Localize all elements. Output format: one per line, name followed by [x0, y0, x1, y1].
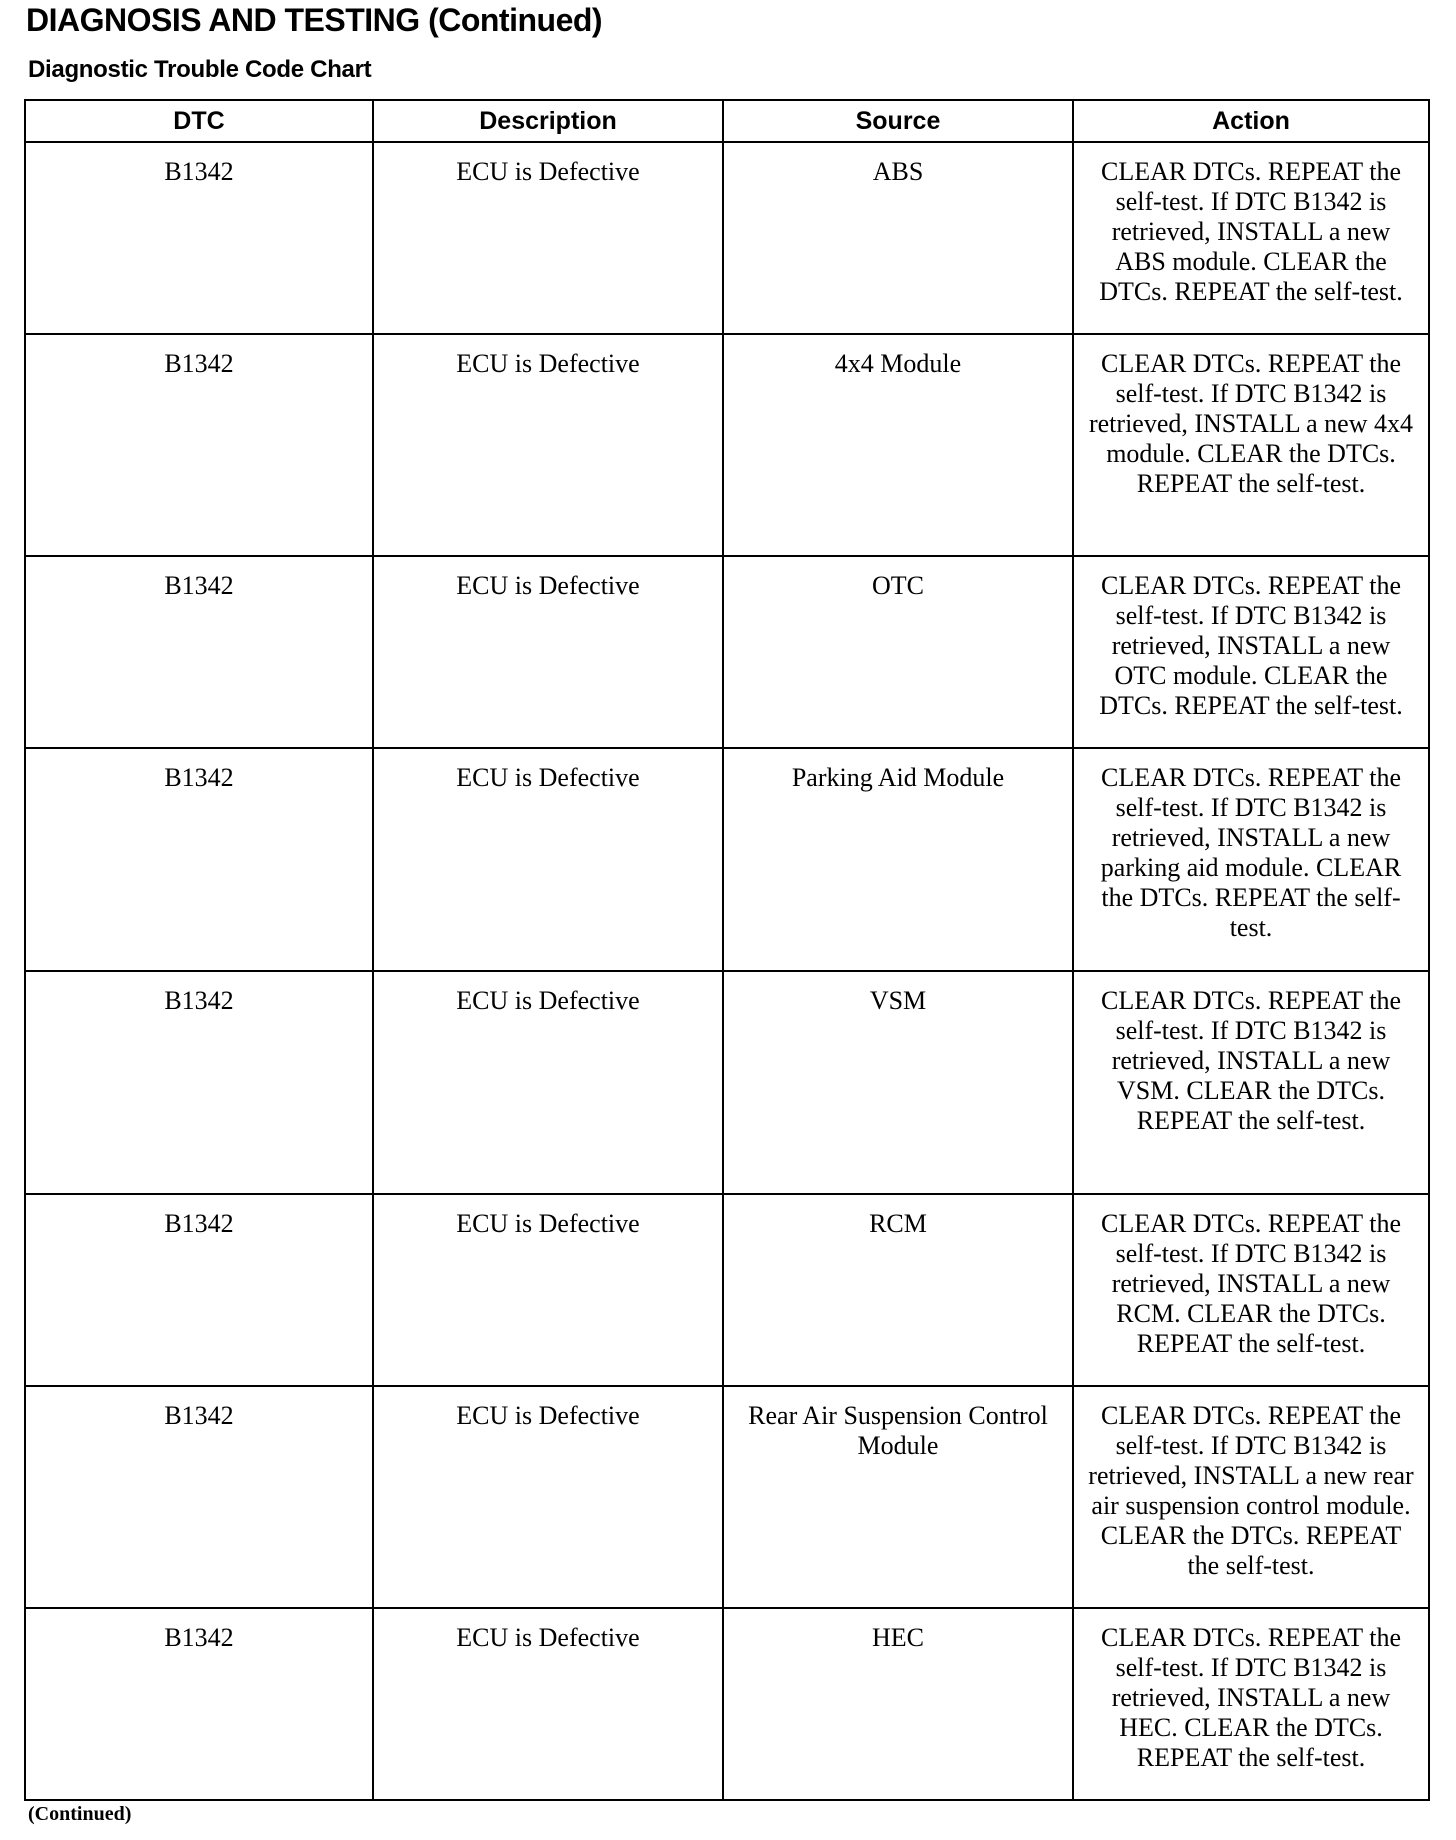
description-cell: ECU is Defective	[373, 1194, 723, 1386]
table-row	[25, 334, 1429, 556]
description-cell: ECU is Defective	[373, 1608, 723, 1800]
table-row	[25, 142, 1429, 334]
dtc-table	[24, 99, 1430, 1801]
description-cell: ECU is Defective	[373, 748, 723, 971]
dtc-cell: B1342	[25, 334, 373, 556]
column-header-source: Source	[723, 100, 1073, 142]
source-cell: ABS	[723, 142, 1073, 334]
source-cell: HEC	[723, 1608, 1073, 1800]
description-cell: ECU is Defective	[373, 142, 723, 334]
action-cell: CLEAR DTCs. REPEAT the self-test. If DTC B1342 is retrieved, INSTALL a new rear air suspension control module. CLEAR the DTCs. REPEAT the self-test.	[1073, 1386, 1429, 1608]
dtc-cell: B1342	[25, 556, 373, 748]
table-row	[25, 1386, 1429, 1608]
column-header-action: Action	[1073, 100, 1429, 142]
source-cell: VSM	[723, 971, 1073, 1194]
action-cell: CLEAR DTCs. REPEAT the self-test. If DTC B1342 is retrieved, INSTALL a new RCM. CLEAR the DTCs. REPEAT the self-test.	[1073, 1194, 1429, 1386]
source-cell: Parking Aid Module	[723, 748, 1073, 971]
dtc-cell: B1342	[25, 1194, 373, 1386]
page-title: DIAGNOSIS AND TESTING (Continued)	[26, 2, 603, 38]
dtc-cell: B1342	[25, 1386, 373, 1608]
description-cell: ECU is Defective	[373, 1386, 723, 1608]
table-row	[25, 1608, 1429, 1800]
source-cell: 4x4 Module	[723, 334, 1073, 556]
description-cell: ECU is Defective	[373, 971, 723, 1194]
description-cell: ECU is Defective	[373, 556, 723, 748]
table-row	[25, 748, 1429, 971]
dtc-cell: B1342	[25, 142, 373, 334]
action-cell: CLEAR DTCs. REPEAT the self-test. If DTC B1342 is retrieved, INSTALL a new HEC. CLEAR the DTCs. REPEAT the self-test.	[1073, 1608, 1429, 1800]
source-cell: Rear Air Suspension Control Module	[723, 1386, 1073, 1608]
column-header-dtc: DTC	[25, 100, 373, 142]
dtc-cell: B1342	[25, 971, 373, 1194]
continued-note: (Continued)	[28, 1803, 132, 1825]
action-cell: CLEAR DTCs. REPEAT the self-test. If DTC B1342 is retrieved, INSTALL a new OTC module. CLEAR the DTCs. REPEAT the self-test.	[1073, 556, 1429, 748]
table-row	[25, 971, 1429, 1194]
column-header-description: Description	[373, 100, 723, 142]
source-cell: RCM	[723, 1194, 1073, 1386]
description-cell: ECU is Defective	[373, 334, 723, 556]
dtc-cell: B1342	[25, 748, 373, 971]
dtc-cell: B1342	[25, 1608, 373, 1800]
section-title: Diagnostic Trouble Code Chart	[28, 56, 372, 83]
action-cell: CLEAR DTCs. REPEAT the self-test. If DTC B1342 is retrieved, INSTALL a new ABS module. CLEAR the DTCs. REPEAT the self-test.	[1073, 142, 1429, 334]
table-row	[25, 1194, 1429, 1386]
source-cell: OTC	[723, 556, 1073, 748]
action-cell: CLEAR DTCs. REPEAT the self-test. If DTC B1342 is retrieved, INSTALL a new parking aid module. CLEAR the DTCs. REPEAT the self-test.	[1073, 748, 1429, 971]
action-cell: CLEAR DTCs. REPEAT the self-test. If DTC B1342 is retrieved, INSTALL a new 4x4 module. CLEAR the DTCs. REPEAT the self-test.	[1073, 334, 1429, 556]
table-header-row	[25, 100, 1429, 142]
table-row	[25, 556, 1429, 748]
action-cell: CLEAR DTCs. REPEAT the self-test. If DTC B1342 is retrieved, INSTALL a new VSM. CLEAR the DTCs. REPEAT the self-test.	[1073, 971, 1429, 1194]
